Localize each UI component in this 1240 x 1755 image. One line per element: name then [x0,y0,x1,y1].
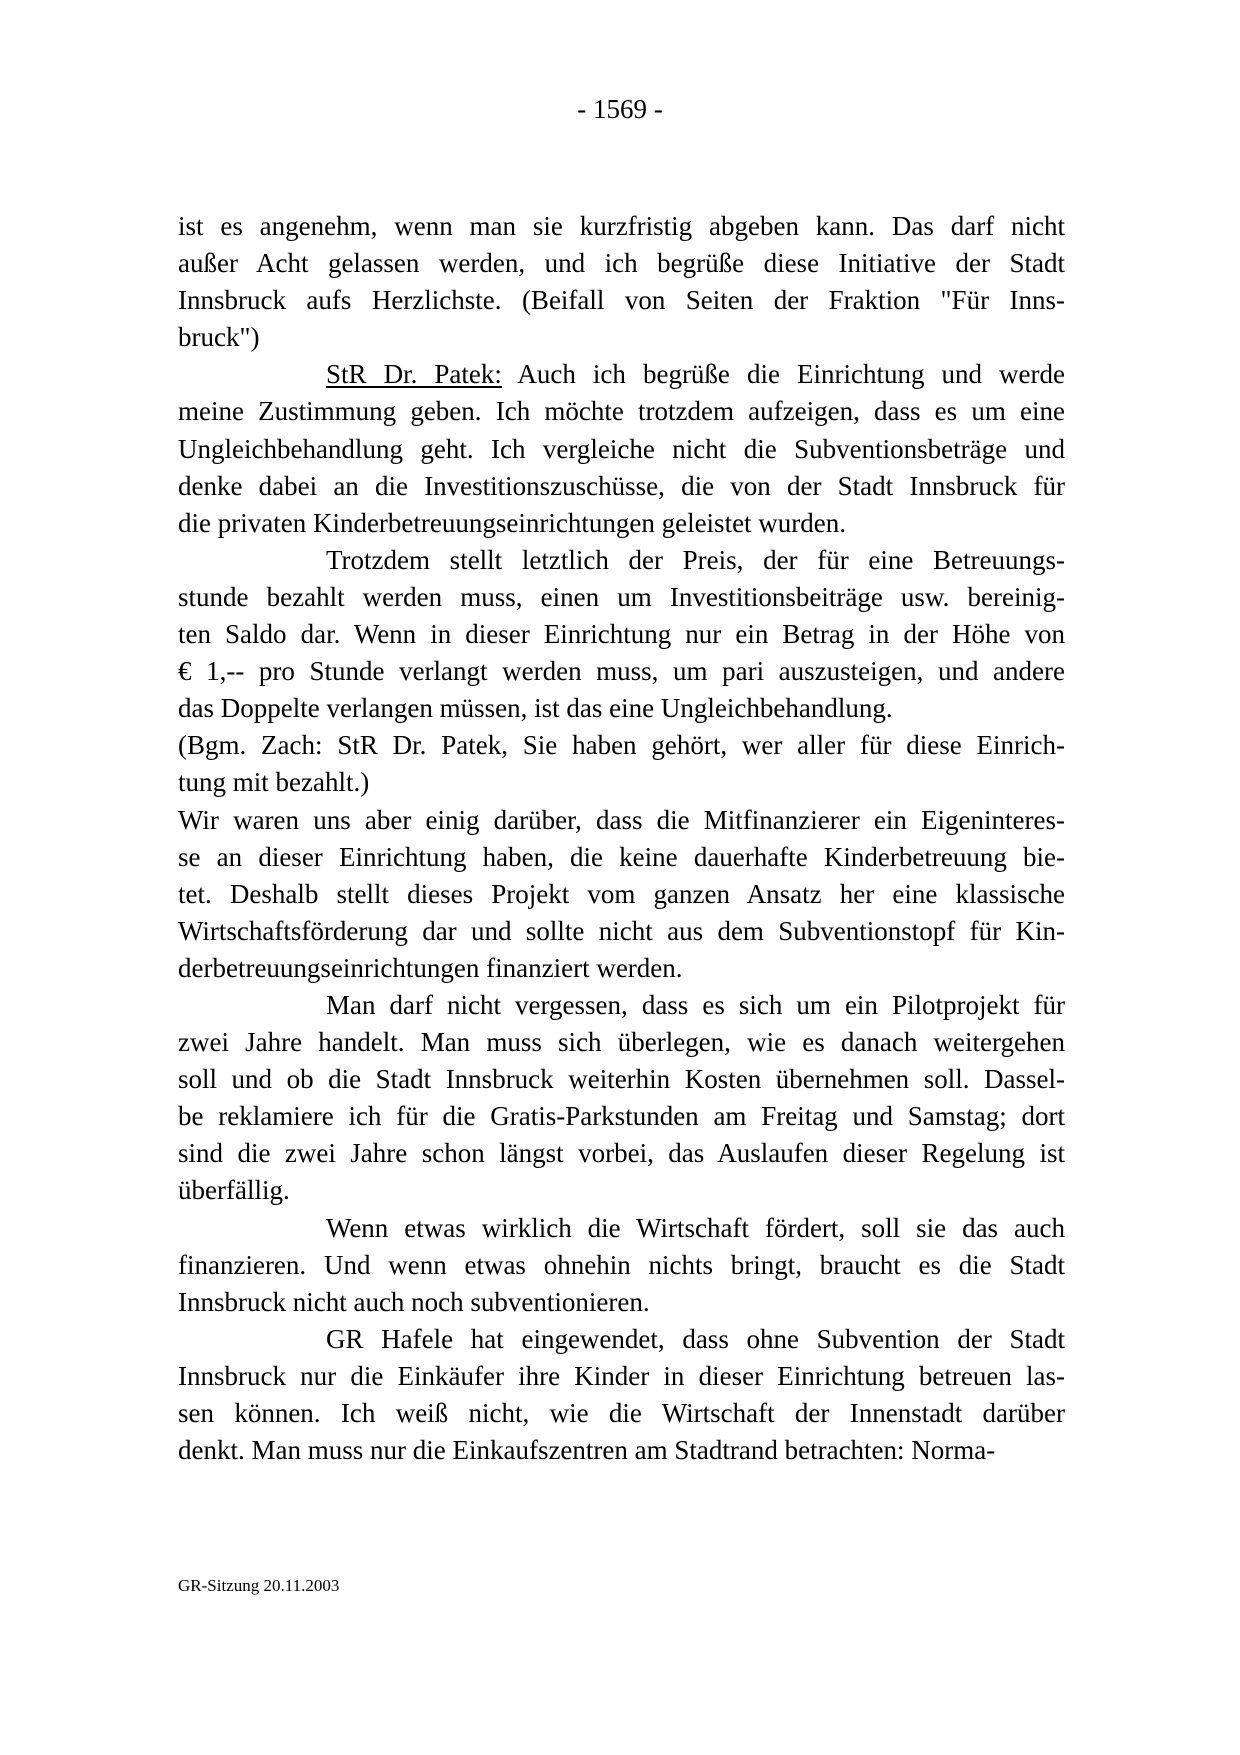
line-text: Auch ich begrüße die Einrichtung und werde [501,359,1066,390]
text-line [178,1321,1065,1358]
line-text: bruck") [178,322,260,353]
line-text: Man darf nicht vergessen, dass es sich um ein Pilotprojekt für [326,989,1065,1020]
paragraph [178,356,1065,541]
line-text: Wir waren uns aber einig darüber, dass die Mitfinanzierer ein Eigeninteres- [178,804,1065,835]
line-text: meine Zustimmung geben. Ich möchte trotzdem aufzeigen, dass es um eine [178,396,1065,427]
text-line [178,653,1065,690]
text-line [178,245,1065,282]
paragraph [178,727,1065,801]
line-text: Innsbruck nicht auch noch subventionieren. [178,1286,650,1317]
paragraph [178,542,1065,727]
text-line [178,542,1065,579]
text-line [178,1358,1065,1395]
text-line [178,1135,1065,1172]
line-text: Wirtschaftsförderung dar und sollte nicht aus dem Subventionstopf für Kin- [178,915,1065,946]
line-text: soll und ob die Stadt Innsbruck weiterhin Kosten übernehmen soll. Dassel- [178,1064,1065,1095]
line-text: se an dieser Einrichtung haben, die keine dauerhafte Kinderbetreuung bie- [178,841,1065,872]
text-line [178,1210,1065,1247]
line-text: das Doppelte verlangen müssen, ist das eine Ungleichbehandlung. [178,693,893,724]
text-line [178,987,1065,1024]
text-line [178,764,1065,801]
speaker-name: StR Dr. Patek: [326,359,502,390]
paragraph [178,1210,1065,1321]
line-text: tung mit bezahlt.) [178,767,370,798]
line-text: Innsbruck nur die Einkäufer ihre Kinder in dieser Einrichtung betreuen las- [178,1360,1065,1391]
footer-session-date: GR-Sitzung 20.11.2003 [178,1576,340,1595]
line-text: sen können. Ich weiß nicht, wie die Wirtschaft der Innenstadt darüber [178,1398,1065,1428]
text-line [178,319,1065,356]
text-line [178,1024,1065,1061]
text-line [178,1284,1065,1321]
line-text: überfällig. [178,1175,290,1206]
line-text: ten Saldo dar. Wenn in dieser Einrichtung nur ein Betrag in der Höhe von [178,619,1065,650]
text-line [178,1247,1065,1284]
line-text: Wenn etwas wirklich die Wirtschaft fördert, soll sie das auch [326,1212,1065,1243]
line-text: denke dabei an die Investitionszuschüsse, die von der Stadt Innsbruck für [178,470,1065,501]
text-line [178,876,1065,913]
text-line [178,727,1065,764]
line-text: die privaten Kinderbetreuungseinrichtungen geleistet wurden. [178,507,847,538]
text-line [178,802,1065,839]
text-line [178,839,1065,876]
text-line [178,950,1065,987]
line-text: Innsbruck aufs Herzlichste. (Beifall von Seiten der Fraktion "Für Inns- [178,285,1065,316]
line-text: (Bgm. Zach: StR Dr. Patek, Sie haben gehört, wer aller für diese Einrich- [178,730,1065,761]
line-text: be reklamiere ich für die Gratis-Parkstunden am Freitag und Samstag; dort [178,1101,1065,1132]
text-line [178,468,1065,505]
line-text: € 1,-- pro Stunde verlangt werden muss, um pari auszusteigen, und andere [178,656,1065,687]
text-line [178,1432,1065,1469]
text-line [178,690,1065,727]
text-line [178,1172,1065,1209]
text-line [178,579,1065,616]
line-text: derbetreuungseinrichtungen finanziert werden. [178,952,683,983]
text-line [178,356,1065,393]
line-text: außer Acht gelassen werden, und ich begrüße diese Initiative der Stadt [178,248,1065,279]
text-line [178,913,1065,950]
text-line [178,1098,1065,1135]
line-text: Ungleichbehandlung geht. Ich vergleiche nicht die Subventionsbeträge und [178,433,1065,464]
line-text: sind die zwei Jahre schon längst vorbei, das Auslaufen dieser Regelung ist [178,1138,1065,1169]
line-text: denkt. Man muss nur die Einkaufszentren am Stadtrand betrachten: Norma- [178,1435,996,1466]
line-text: stunde bezahlt werden muss, einen um Investitionsbeiträge usw. bereinig- [178,581,1065,612]
paragraph [178,208,1065,356]
text-line [178,1061,1065,1098]
document-body [178,208,1065,1469]
text-line [178,431,1065,468]
page-number: - 1569 - [577,94,663,124]
line-text: ist es angenehm, wenn man sie kurzfristig abgeben kann. Das darf nicht [178,211,1065,241]
paragraph [178,802,1065,987]
paragraph [178,1321,1065,1469]
text-line [178,505,1065,542]
text-line [178,393,1065,430]
text-line [178,208,1065,245]
line-text: zwei Jahre handelt. Man muss sich überlegen, wie es danach weitergehen [178,1027,1065,1058]
line-text: Trotzdem stellt letztlich der Preis, der für eine Betreuungs- [326,544,1065,575]
line-text: tet. Deshalb stellt dieses Projekt vom ganzen Ansatz her eine klassische [178,878,1065,909]
paragraph [178,987,1065,1210]
text-line [178,1395,1065,1432]
text-line [178,282,1065,319]
text-line [178,616,1065,653]
line-text: finanzieren. Und wenn etwas ohnehin nichts bringt, braucht es die Stadt [178,1249,1065,1280]
line-text: GR Hafele hat eingewendet, dass ohne Subvention der Stadt [326,1323,1065,1354]
